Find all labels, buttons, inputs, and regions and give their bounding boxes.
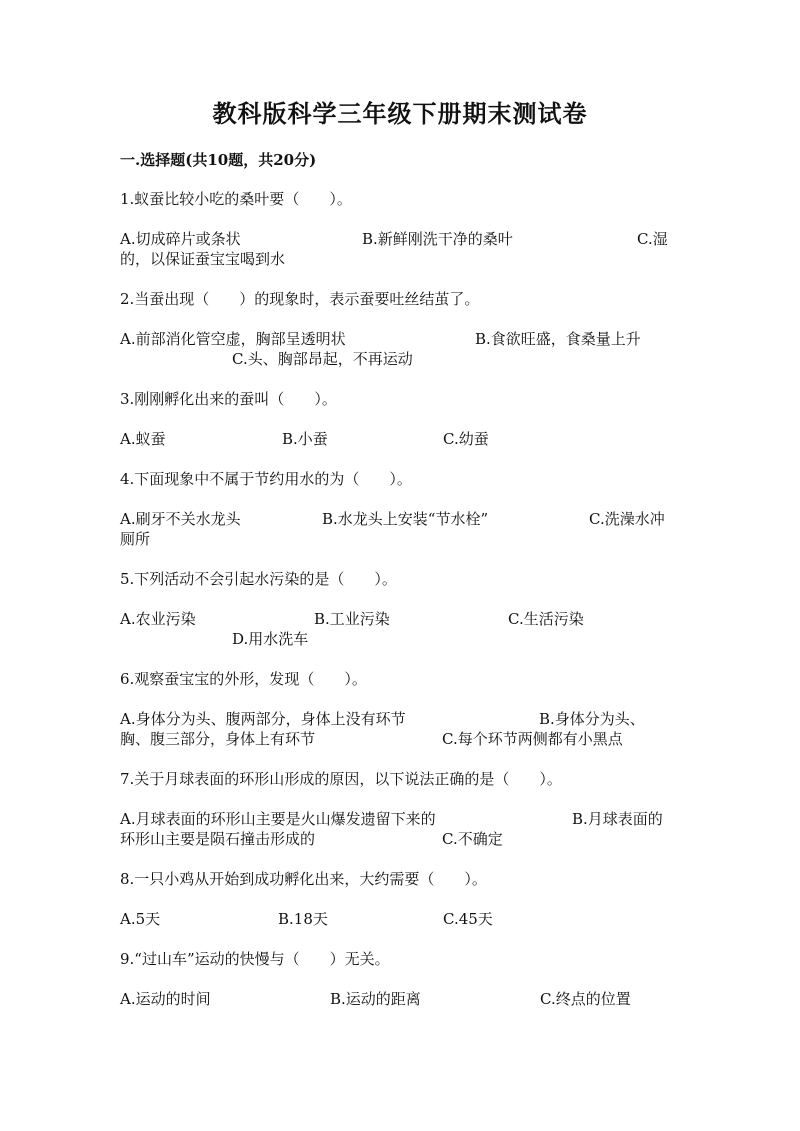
question-5-stem: 5.下列活动不会引起水污染的是（ ）。 <box>120 570 397 588</box>
question-9-option-a: A.运动的时间 <box>120 990 211 1008</box>
question-9-option-c: C.终点的位置 <box>540 990 631 1008</box>
question-2-option-b: B.食欲旺盛，食桑量上升 <box>475 330 641 348</box>
question-1-stem: 1.蚁蚕比较小吃的桑叶要（ ）。 <box>120 190 352 208</box>
question-2-option-c: C.头、胸部昂起，不再运动 <box>232 350 413 368</box>
question-6-option-b: B.身体分为头、 <box>539 710 645 728</box>
question-9-stem: 9.“过山车”运动的快慢与（ ）无关。 <box>120 950 390 968</box>
question-3-option-a: A.蚁蚕 <box>120 430 166 448</box>
question-6-option-a: A.身体分为头、腹两部分，身体上没有环节 <box>120 710 406 728</box>
question-5-option-d: D.用水洗车 <box>232 630 309 648</box>
question-1-option-b: B.新鲜刚洗干净的桑叶 <box>362 230 513 248</box>
question-9-option-b: B.运动的距离 <box>330 990 421 1008</box>
question-2-option-a: A.前部消化管空虚，胸部呈透明状 <box>120 330 346 348</box>
question-7-option-a: A.月球表面的环形山主要是火山爆发遗留下来的 <box>120 810 436 828</box>
section-title: 一.选择题(共10题，共20分) <box>120 151 317 169</box>
question-5-option-b: B.工业污染 <box>314 610 390 628</box>
question-3-stem: 3.刚刚孵化出来的蚕叫（ ）。 <box>120 390 337 408</box>
question-4-option-b: B.水龙头上安装“节水栓” <box>322 510 489 528</box>
question-7-stem: 7.关于月球表面的环形山形成的原因，以下说法正确的是（ ）。 <box>120 770 562 788</box>
question-1-option-c-continued: 的，以保证蚕宝宝喝到水 <box>120 250 286 268</box>
question-3-option-b: B.小蚕 <box>282 430 328 448</box>
question-3-option-c: C.幼蚕 <box>443 430 489 448</box>
question-5-option-c: C.生活污染 <box>508 610 584 628</box>
question-6-option-c: C.每个环节两侧都有小黑点 <box>442 730 623 748</box>
question-4-stem: 4.下面现象中不属于节约用水的为（ ）。 <box>120 470 412 488</box>
question-2-stem: 2.当蚕出现（ ）的现象时，表示蚕要吐丝结茧了。 <box>120 290 480 308</box>
question-5-option-a: A.农业污染 <box>120 610 196 628</box>
question-6-stem: 6.观察蚕宝宝的外形，发现（ ）。 <box>120 670 367 688</box>
question-7-option-b: B.月球表面的 <box>572 810 663 828</box>
question-4-option-c-continued: 厕所 <box>120 530 151 548</box>
question-6-option-b-continued: 胸、腹三部分，身体上有环节 <box>120 730 316 748</box>
question-8-option-c: C.45天 <box>443 910 493 928</box>
question-1-option-a: A.切成碎片或条状 <box>120 230 241 248</box>
page-title: 教科版科学三年级下册期末测试卷 <box>212 99 588 128</box>
question-4-option-c: C.洗澡水冲 <box>589 510 665 528</box>
question-7-option-b-continued: 环形山主要是陨石撞击形成的 <box>120 830 316 848</box>
question-7-option-c: C.不确定 <box>442 830 503 848</box>
question-4-option-a: A.刷牙不关水龙头 <box>120 510 241 528</box>
question-8-stem: 8.一只小鸡从开始到成功孵化出来，大约需要（ ）。 <box>120 870 487 888</box>
question-1-option-c: C.湿 <box>637 230 668 248</box>
question-8-option-b: B.18天 <box>278 910 328 928</box>
question-8-option-a: A.5天 <box>120 910 161 928</box>
